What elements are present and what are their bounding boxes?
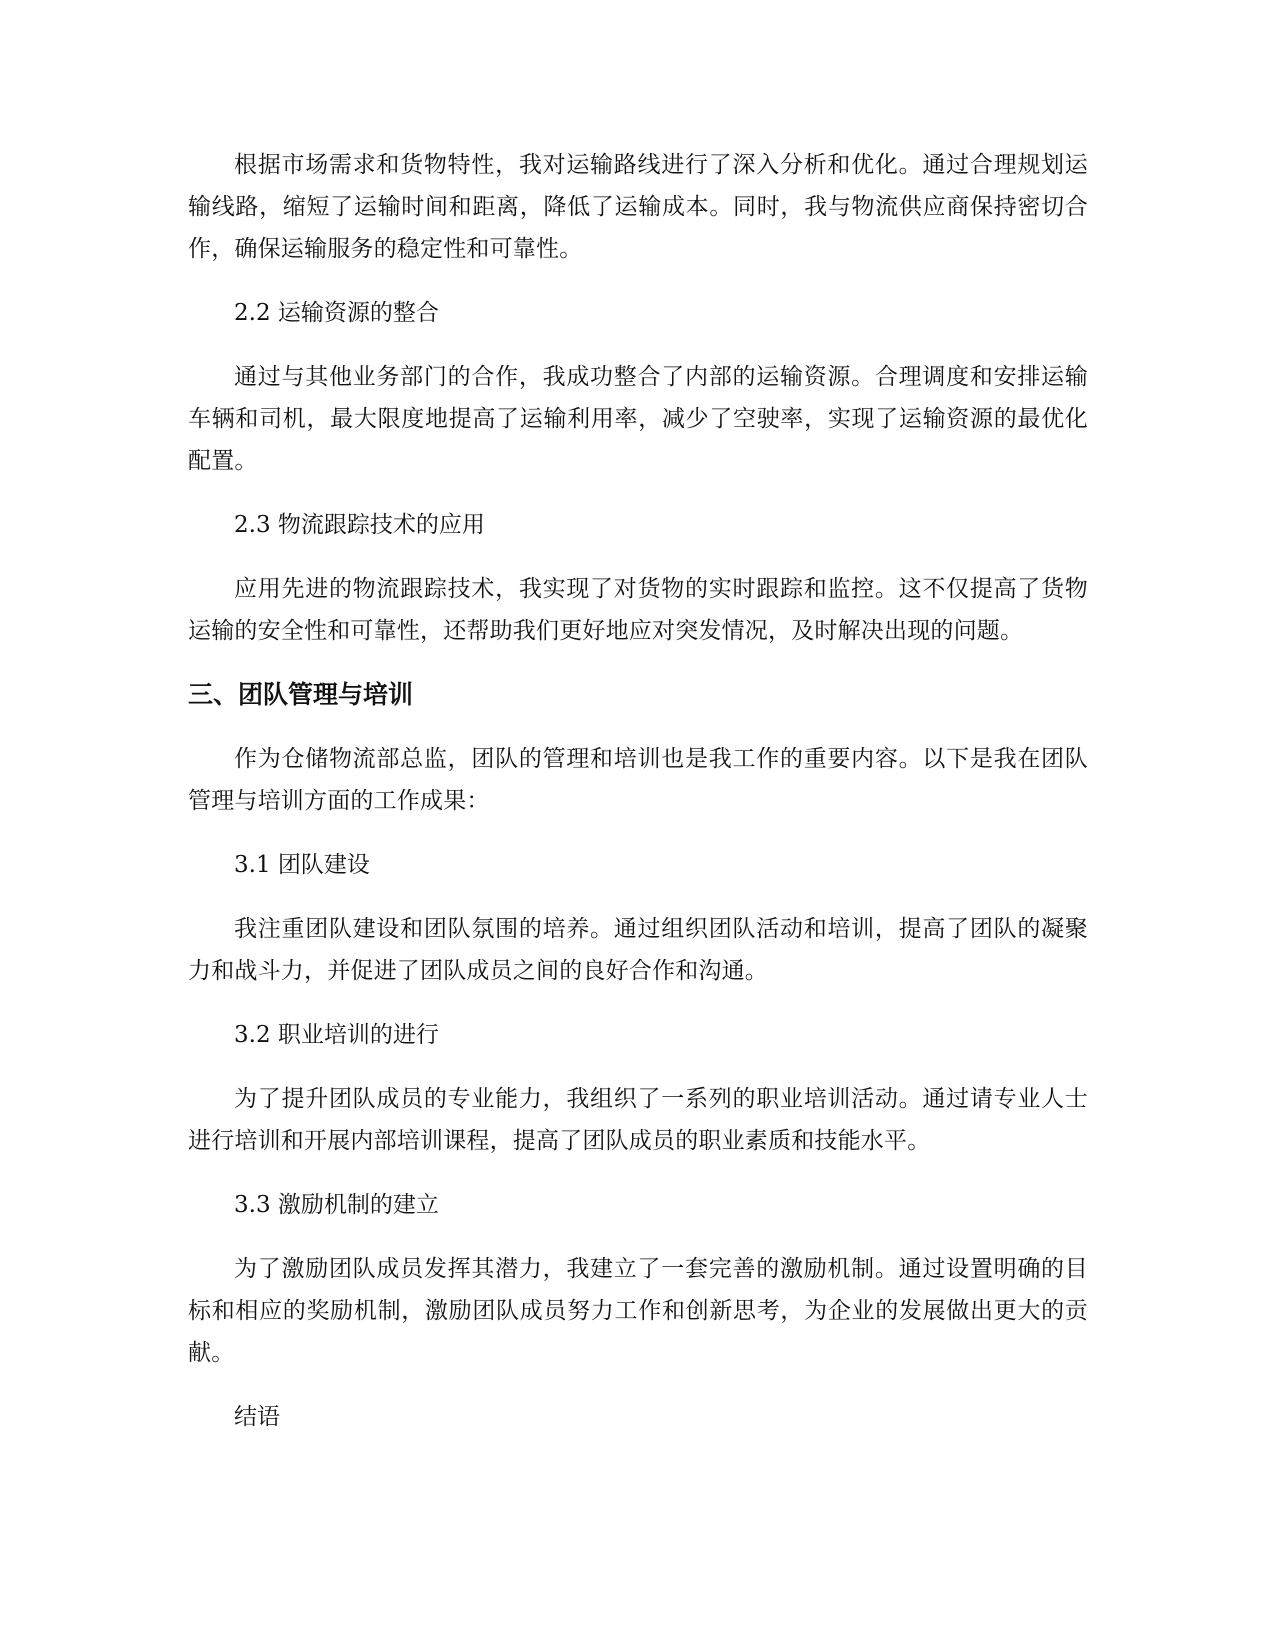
subheading-3-3: 3.3 激励机制的建立: [234, 1192, 439, 1218]
paragraph-tracking-technology: 应用先进的物流跟踪技术，我实现了对货物的实时跟踪和监控。这不仅提高了货物运输的安全性和可靠性，还帮助我们更好地应对突发情况，及时解决出现的问题。: [188, 576, 1088, 644]
paragraph-professional-training: 为了提升团队成员的专业能力，我组织了一系列的职业培训活动。通过请专业人士进行培训和开展内部培训课程，提高了团队成员的职业素质和技能水平。: [188, 1086, 1088, 1154]
subheading-3-2: 3.2 职业培训的进行: [234, 1022, 439, 1048]
paragraph-resource-integration: 通过与其他业务部门的合作，我成功整合了内部的运输资源。合理调度和安排运输车辆和司机，最大限度地提高了运输利用率，减少了空驶率，实现了运输资源的最优化配置。: [188, 364, 1088, 474]
subheading-2-2: 2.2 运输资源的整合: [234, 300, 439, 326]
subheading-2-3: 2.3 物流跟踪技术的应用: [234, 512, 485, 538]
paragraph-team-building: 我注重团队建设和团队氛围的培养。通过组织团队活动和培训，提高了团队的凝聚力和战斗力，并促进了团队成员之间的良好合作和沟通。: [188, 916, 1088, 984]
subheading-conclusion: 结语: [234, 1404, 280, 1430]
subheading-3-1: 3.1 团队建设: [234, 852, 370, 878]
paragraph-team-intro: 作为仓储物流部总监，团队的管理和培训也是我工作的重要内容。以下是我在团队管理与培训方面的工作成果：: [188, 746, 1088, 814]
section-title-3: 三、团队管理与培训: [188, 680, 414, 709]
document-body: [188, 144, 1088, 1460]
paragraph-route-optimization: 根据市场需求和货物特性，我对运输路线进行了深入分析和优化。通过合理规划运输线路，缩短了运输时间和距离，降低了运输成本。同时，我与物流供应商保持密切合作，确保运输服务的稳定性和可靠性。: [188, 152, 1088, 262]
paragraph-incentive-mechanism: 为了激励团队成员发挥其潜力，我建立了一套完善的激励机制。通过设置明确的目标和相应的奖励机制，激励团队成员努力工作和创新思考，为企业的发展做出更大的贡献。: [188, 1256, 1088, 1366]
